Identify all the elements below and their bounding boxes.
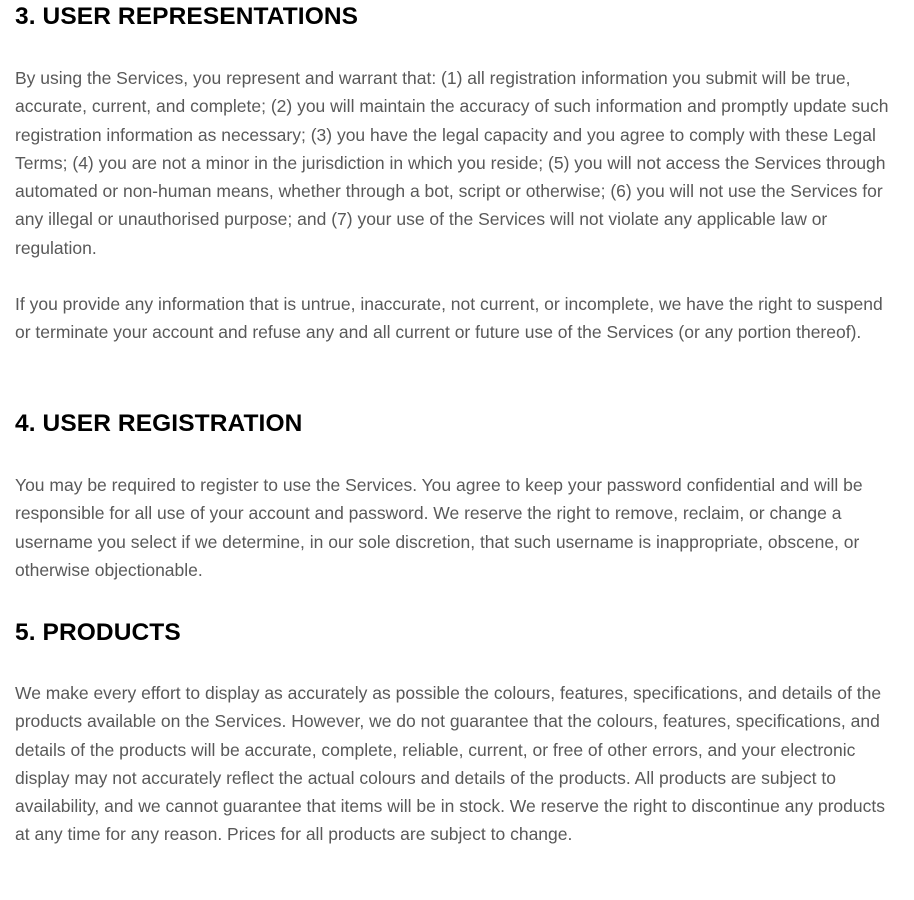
section-title-user-registration: 4. USER REGISTRATION [15,410,303,437]
section-title-products: 5. PRODUCTS [15,619,181,646]
section-paragraph: If you provide any information that is untrue, inaccurate, not current, or incomplete, we have the right to suspend or terminate your account and refuse any and all current or future use of the Services (or any portion thereof). [15,294,883,343]
section-paragraph: By using the Services, you represent and warrant that: (1) all registration information you submit will be true, accurate, current, and complete; (2) you will maintain the accuracy of such information and promptly update such registration information as necessary; (3) you have the legal capacity and you agree to comply with these Legal Terms; (4) you are not a minor in the jurisdiction in which you reside; (5) you will not access the Services through automated or non-human means, whether through a bot, script or otherwise; (6) you will not use the Services for any illegal or unauthorised purpose; and (7) your use of the Services will not violate any applicable law or regulation. [15,68,889,258]
section-title-user-representations: 3. USER REPRESENTATIONS [15,3,359,30]
section-paragraph: You may be required to register to use the Services. You agree to keep your password confidential and will be responsible for all use of your account and password. We reserve the right to remove, reclaim, or change a username you select if we determine, in our sole discretion, that such username is inappropriate, obscene, or otherwise objectionable. [15,475,863,580]
section-paragraph: We make every effort to display as accurately as possible the colours, features, specifications, and details of the products available on the Services. However, we do not guarantee that the colours, features, specifications, and details of the products will be accurate, complete, reliable, current, or free of other errors, and your electronic display may not accurately reflect the actual colours and details of the products. All products are subject to availability, and we cannot guarantee that items will be in stock. We reserve the right to discontinue any products at any time for any reason. Prices for all products are subject to change. [15,683,885,845]
